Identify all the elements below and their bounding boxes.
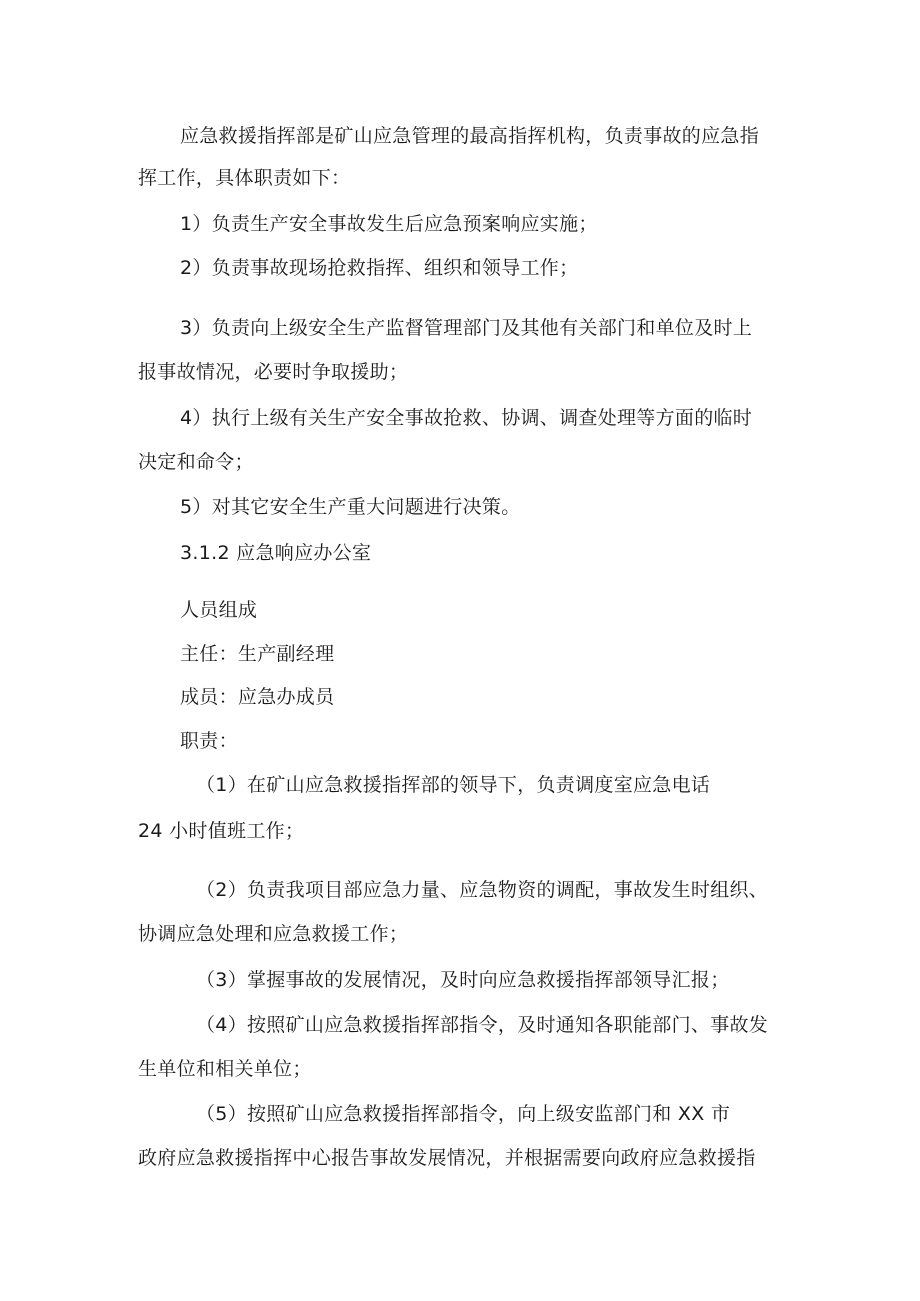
duty-1-line2: 24 小时值班工作； bbox=[138, 820, 305, 842]
duty-4-line1: （4）按照矿山应急救援指挥部指令，及时通知各职能部门、事故发 bbox=[196, 1014, 769, 1036]
personnel-heading: 人员组成 bbox=[180, 599, 258, 621]
duty-5-line2: 政府应急救援指挥中心报告事故发展情况，并根据需要向政府应急救援指 bbox=[138, 1147, 756, 1169]
list-item-5: 5）对其它安全生产重大问题进行决策。 bbox=[180, 496, 521, 518]
list-item-3-line1: 3）负责向上级安全生产监督管理部门及其他有关部门和单位及时上 bbox=[180, 317, 753, 339]
duty-2-line1: （2）负责我项目部应急力量、应急物资的调配，事故发生时组织、 bbox=[196, 879, 769, 901]
list-item-1: 1）负责生产安全事故发生后应急预案响应实施； bbox=[180, 213, 598, 235]
list-item-4-line1: 4）执行上级有关生产安全事故抢救、协调、调查处理等方面的临时 bbox=[180, 407, 753, 429]
list-item-2: 2）负责事故现场抢救指挥、组织和领导工作； bbox=[180, 257, 579, 279]
duty-3: （3）掌握事故的发展情况，及时向应急救援指挥部领导汇报； bbox=[196, 969, 730, 991]
members-line: 成员：应急办成员 bbox=[180, 686, 335, 708]
duty-1-line1: （1）在矿山应急救援指挥部的领导下，负责调度室应急电话 bbox=[196, 774, 711, 796]
duty-5-line1: （5）按照矿山应急救援指挥部指令，向上级安监部门和 XX 市 bbox=[196, 1103, 731, 1125]
duties-heading: 职责： bbox=[180, 730, 238, 752]
list-item-4-line2: 决定和命令； bbox=[138, 451, 254, 473]
duty-2-line2: 协调应急处理和应急救援工作； bbox=[138, 923, 409, 945]
list-item-3-line2: 报事故情况，必要时争取援助； bbox=[138, 361, 409, 383]
director-line: 主任：生产副经理 bbox=[180, 643, 335, 665]
intro-paragraph-line2: 挥工作，具体职责如下： bbox=[138, 167, 351, 189]
intro-paragraph-line1: 应急救援指挥部是矿山应急管理的最高指挥机构，负责事故的应急指 bbox=[180, 125, 760, 147]
duty-4-line2: 生单位和相关单位； bbox=[138, 1058, 312, 1080]
section-heading: 3.1.2 应急响应办公室 bbox=[180, 542, 372, 564]
